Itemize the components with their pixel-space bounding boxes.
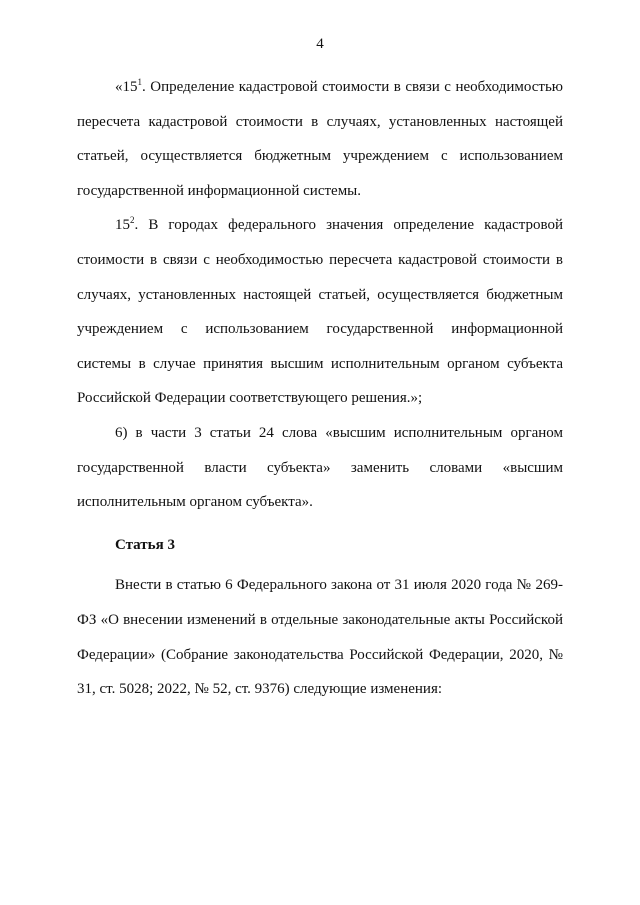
paragraph-article-3-intro: Внести в статью 6 Федерального закона от 31 июля 2020 года № 269-ФЗ «О внесении изменений в отдельные законодательные акты Российской Федерации» (Собрание законодательства Российской Федерации, 2020, № 31, ст. 5028; 2022, № 52, ст. 9376) следующие изменения: — [77, 577, 563, 698]
paragraph-15-1-text: . Определение кадастровой стоимости в связи с необходимостью пересчета кадастровой стоимости в случаях, установленных настоящей статьей, осуществляется бюджетным учреждением с использованием государственной информационной системы. — [77, 79, 563, 199]
page-number: 4 — [316, 36, 324, 52]
document-body — [77, 70, 563, 707]
paragraph-15-2 — [77, 208, 563, 416]
paragraph-15-1-superscript: 1 — [137, 77, 142, 87]
paragraph-15-1-prefix: «15 — [115, 79, 138, 95]
paragraph-item-6: 6) в части 3 статьи 24 слова «высшим исполнительным органом государственной власти субъекта» заменить словами «высшим исполнительным органом субъекта». — [77, 424, 563, 511]
article-3-heading: Статья 3 — [115, 536, 175, 553]
paragraph-15-2-prefix: 15 — [115, 217, 130, 234]
paragraph-15-2-text: . В городах федерального значения определение кадастровой стоимости в связи с необходимостью пересчета кадастровой стоимости в случаях, установленных настоящей статьей, осуществляется бюджетным учреждением с использованием государственной информационной системы в случае принятия высшим исполнительным органом субъекта Российской Федерации соответствующего решения.»; — [77, 217, 563, 407]
paragraph-15-1 — [77, 70, 563, 208]
paragraph-15-2-superscript: 2 — [130, 215, 135, 226]
